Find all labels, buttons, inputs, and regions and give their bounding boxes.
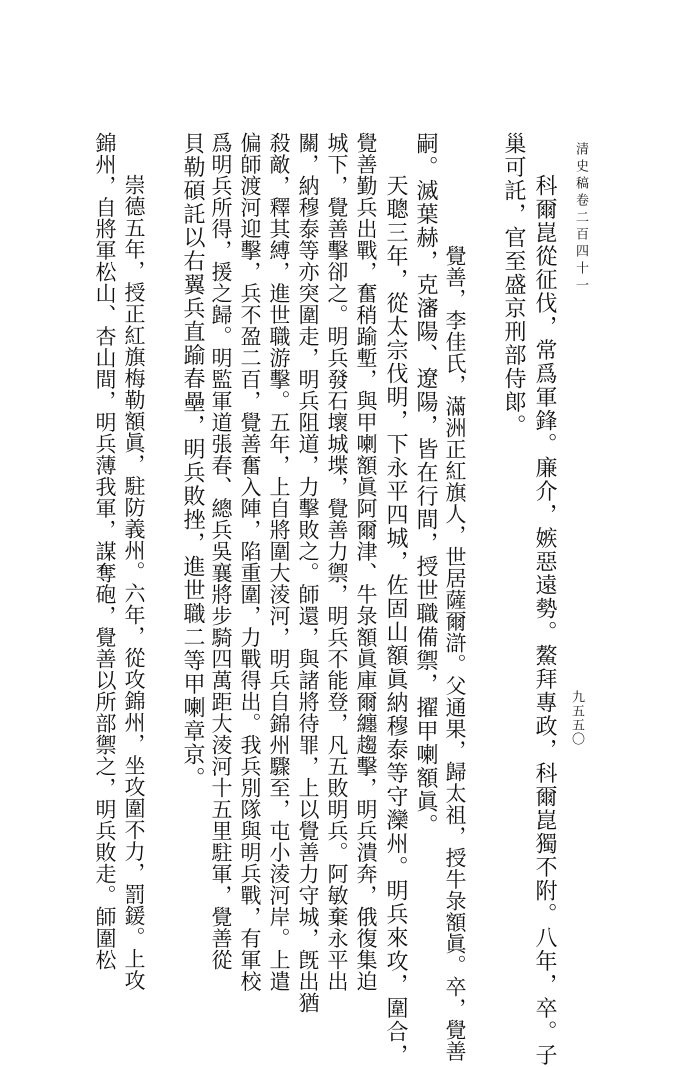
text-column-8: 關，納穆泰等亦突圍走，明兵阻道，力擊敗之。師還，與諸將待罪，上以覺善力守城，旣出猶 xyxy=(296,132,320,1014)
text-column-5: 天聰三年，從太宗伐明，下永平四城，佐固山額眞納穆泰等守灤州。明兵來攻，圍合， xyxy=(383,174,408,1067)
text-column-10: 偏師渡河迎擊，兵不盈二百，覺善奮入陣，陷重圍，力戰得出。我兵別隊與明兵戰，有軍校 xyxy=(238,132,262,992)
text-column-4: 嗣。滅葉赫，克瀋陽、遼陽，皆在行間，授世職備禦，擢甲喇額眞。 xyxy=(413,132,438,837)
text-column-14: 錦州，自將軍松山、杏山間，明兵薄我軍，謀奪砲，覺善以所部禦之，明兵敗走。師圍松 xyxy=(93,132,117,971)
page-number: 九五五〇 xyxy=(569,690,584,746)
text-column-7: 城下，覺善擊卻之。明兵發石壞城堞，覺善力禦，明兵不能登，凡五敗明兵。阿敏棄永平出 xyxy=(325,132,349,992)
text-column-2: 巢可託，官至盛京刑部侍郞。 xyxy=(501,132,526,438)
text-column-12: 貝勒碩託以右翼兵直踰春壘，明兵敗挫，進世職二等甲喇章京。 xyxy=(180,132,205,790)
text-column-11: 爲明兵所得，援之歸。明監軍道張春、總兵吳襄將步騎四萬距大淩河十五里駐軍，覺善從 xyxy=(209,132,233,971)
text-column-6: 覺善勤兵出戰，奮稍踰塹，與甲喇額眞阿爾津、牛彔額眞庫爾纏趨擊，明兵潰奔，俄復集迫 xyxy=(354,132,378,992)
text-column-13: 崇德五年，授正紅旗梅勒額眞，駐防義州。六年，從攻錦州，坐攻圍不力，罰鍰。上攻 xyxy=(122,174,146,991)
running-title: 清史稿卷二百四十一 xyxy=(573,142,588,295)
text-column-9: 殺敵，釋其縛，進世職游擊。五年，上自將圍大淩河，明兵自錦州驟至，屯小淩河岸。上遣 xyxy=(267,132,291,992)
text-column-3: 覺善，李佳氏，滿洲正紅旗人，世居薩爾滸。父通果，歸太祖，授牛彔額眞。卒，覺善 xyxy=(443,245,467,1062)
text-column-1: 科爾崑從征伐，常爲軍鋒。廉介，嫉惡遠勢。鰲拜專政，科爾崑獨不附。八年，卒。子 xyxy=(532,174,557,1067)
